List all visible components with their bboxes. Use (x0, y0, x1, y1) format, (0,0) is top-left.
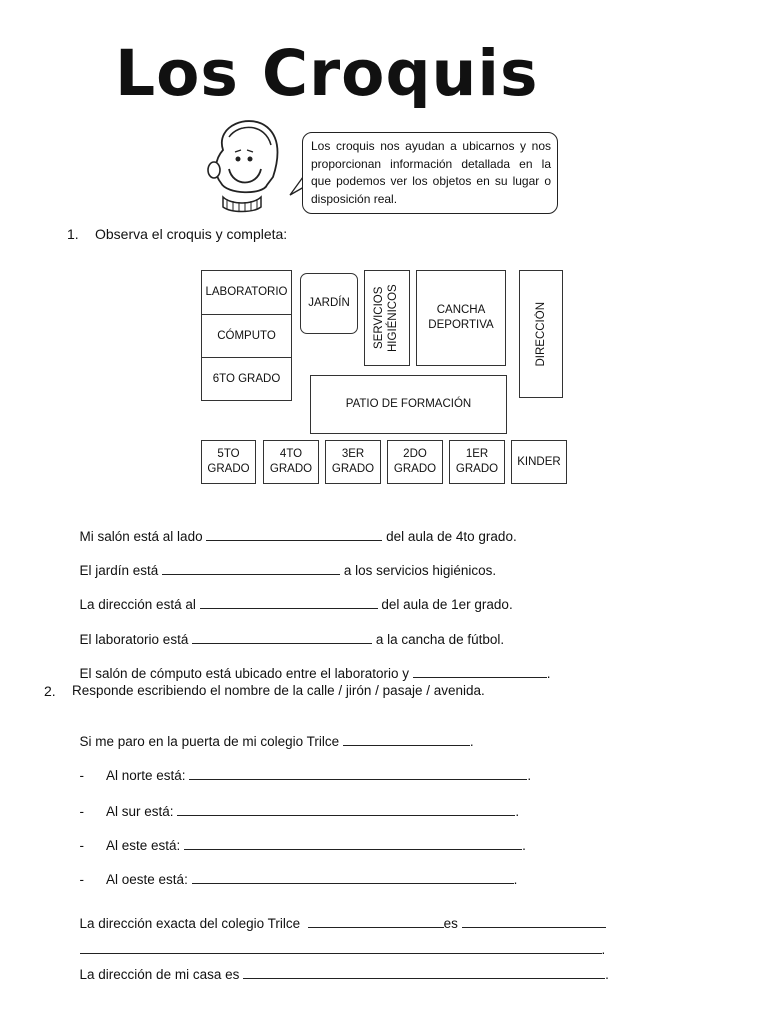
room-direccion (519, 270, 563, 398)
sentence-text: Mi salón está al lado (79, 529, 207, 544)
room-1er-grado: 1ER GRADO (449, 440, 505, 484)
dash: - (79, 872, 85, 887)
answer-blank[interactable] (192, 870, 514, 884)
casa-address-sentence (72, 950, 609, 982)
sentence-text: . (513, 872, 518, 887)
sentence-text: La dirección está al (79, 597, 200, 612)
room-servicios-higienicos (364, 270, 410, 366)
direction-south (72, 787, 519, 819)
room-patio-formacion: PATIO DE FORMACIÓN (310, 375, 507, 434)
answer-blank[interactable] (206, 527, 382, 541)
direction-east (72, 821, 526, 853)
fill-sentence (72, 512, 517, 544)
answer-blank[interactable] (200, 595, 378, 609)
colegio-sentence (72, 717, 474, 749)
sentence-text: es (443, 916, 462, 931)
room-laboratorio: LABORATORIO (201, 270, 292, 315)
room-3er-grado: 3ER GRADO (325, 440, 381, 484)
room-6to-grado: 6TO GRADO (201, 357, 292, 401)
dash: - (79, 804, 85, 819)
answer-blank[interactable] (413, 664, 547, 678)
sentence-text: El salón de cómputo está ubicado entre el laboratorio y (79, 666, 413, 681)
sentence-text: . (515, 804, 520, 819)
room-4to-grado: 4TO GRADO (263, 440, 319, 484)
sentence-text: del aula de 1er grado. (377, 597, 513, 612)
room-cancha-deportiva: CANCHA DEPORTIVA (416, 270, 506, 366)
answer-blank[interactable] (343, 732, 470, 746)
sentence-text: El jardín está (79, 563, 163, 578)
question-2-number: 2. (44, 683, 56, 699)
question-2-text: Responde escribiendo el nombre de la calle / jirón / pasaje / avenida. (72, 683, 485, 698)
answer-blank[interactable] (189, 766, 527, 780)
direction-label: Al este está: (106, 838, 181, 853)
sentence-text: El laboratorio está (79, 632, 193, 647)
sentence-text: del aula de 4to grado. (382, 529, 517, 544)
answer-blank[interactable] (184, 836, 522, 850)
page-title: Los Croquis (115, 37, 539, 110)
direction-label: Al norte está: (106, 768, 186, 783)
direccion-label: DIRECCIÓN (534, 301, 547, 367)
room-2do-grado: 2DO GRADO (387, 440, 443, 484)
room-jardin: JARDÍN (300, 273, 358, 334)
dash: - (79, 768, 85, 783)
room-computo: CÓMPUTO (201, 314, 292, 358)
fill-sentence (72, 546, 496, 578)
direction-west (72, 855, 517, 887)
direction-label: Al oeste está: (106, 872, 188, 887)
question-1-text: Observa el croquis y completa: (95, 226, 288, 242)
child-face-illustration (205, 115, 285, 215)
sentence-text: . (522, 838, 526, 853)
dash: - (79, 838, 85, 853)
sentence-text: Si me paro en la puerta de mi colegio Trilce (79, 734, 343, 749)
question-1-number: 1. (67, 226, 79, 242)
intro-speech-bubble: Los croquis nos ayudan a ubicarnos y nos proporcionan información detallada en la que podemos ver los objetos en su lugar o disposición real. (302, 132, 558, 214)
answer-blank[interactable] (177, 802, 515, 816)
answer-blank[interactable] (162, 561, 340, 575)
sentence-text: La dirección exacta del colegio Trilce (79, 916, 304, 931)
servicios-label: SERVICIOS HIGIÉNICOS (373, 284, 399, 352)
fill-sentence (72, 580, 513, 612)
direction-north (72, 751, 531, 783)
room-5to-grado: 5TO GRADO (201, 440, 256, 484)
answer-blank[interactable] (192, 630, 372, 644)
sentence-text: . (546, 666, 551, 681)
sentence-text: . (527, 768, 532, 783)
room-kinder: KINDER (511, 440, 567, 484)
sentence-text: La dirección de mi casa es (79, 967, 244, 982)
sentence-text: . (605, 967, 609, 982)
fill-sentence (72, 615, 504, 647)
sentence-text: . (469, 734, 474, 749)
sentence-text: . (601, 942, 606, 957)
sentence-text: a los servicios higiénicos. (340, 563, 497, 578)
fill-sentence (72, 649, 550, 681)
sentence-text: a la cancha de fútbol. (372, 632, 505, 647)
answer-blank[interactable] (243, 965, 605, 979)
direction-label: Al sur está: (106, 804, 174, 819)
